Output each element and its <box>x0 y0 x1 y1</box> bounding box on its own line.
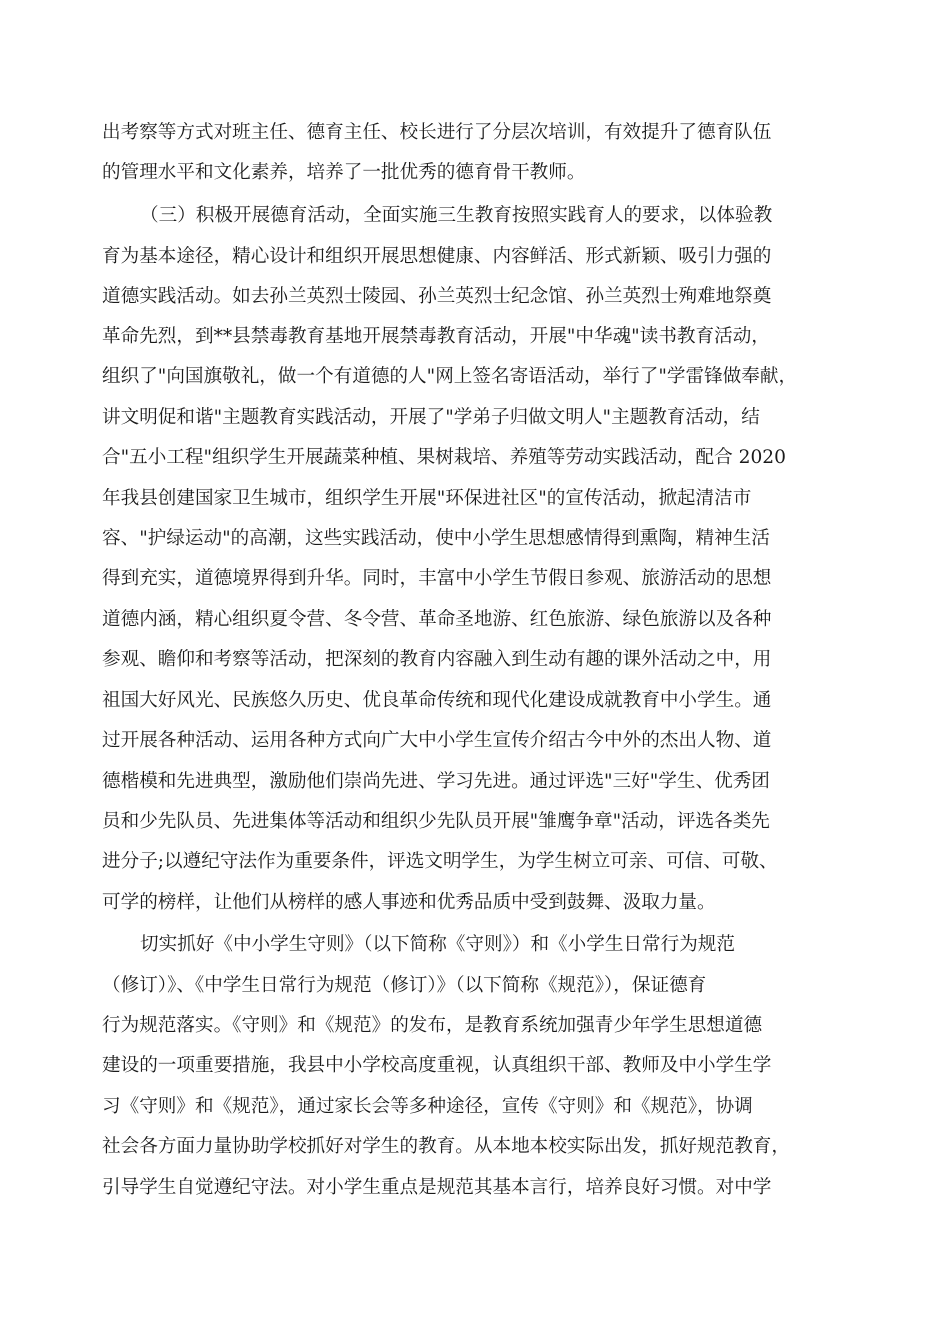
text-line: 的管理水平和文化素养，培养了一批优秀的德育骨干教师。 <box>102 162 586 183</box>
paragraph-heading-line: （三）积极开展德育活动，全面实施三生教育按照实践育人的要求，以体验教 <box>140 205 773 226</box>
text-line: 出考察等方式对班主任、德育主任、校长进行了分层次培训，有效提升了德育队伍 <box>102 122 772 143</box>
text-line: 讲文明促和谐"主题教育实践活动，开展了"学弟子归做文明人"主题教育活动，结 <box>102 407 760 428</box>
text-line: 习《守则》和《规范》，通过家长会等多种途径，宣传《守则》和《规范》，协调 <box>102 1096 753 1117</box>
text-line: 容、"护绿运动"的高潮，这些实践活动，使中小学生思想感情得到熏陶，精神生活 <box>102 528 770 549</box>
text-line: 组织了"向国旗敬礼，做一个有道德的人"网上签名寄语活动，举行了"学雷锋做奉献， <box>102 366 798 387</box>
text-line: 社会各方面力量协助学校抓好对学生的教育。从本地本校实际出发，抓好规范教育， <box>102 1136 790 1157</box>
text-line: 行为规范落实。《守则》和《规范》的发布，是教育系统加强青少年学生思想道德 <box>102 1015 763 1036</box>
text-line: 建设的一项重要措施，我县中小学校高度重视，认真组织干部、教师及中小学生学 <box>102 1055 772 1076</box>
text-line: 年我县创建国家卫生城市，组织学生开展"环保进社区"的宣传活动，掀起清洁市 <box>102 488 752 509</box>
text-line: （修订）》、《中学生日常行为规范（修订）》（以下简称《规范》），保证德育 <box>102 975 707 996</box>
paragraph-start-line: 切实抓好《中小学生守则》（以下简称《守则》）和《小学生日常行为规范 <box>140 934 735 955</box>
text-line: 参观、瞻仰和考察等活动，把深刻的教育内容融入到生动有趣的课外活动之中，用 <box>102 649 772 670</box>
text-line: 过开展各种活动、运用各种方式向广大中小学生宣传介绍古今中外的杰出人物、道 <box>102 730 772 751</box>
text-line: 德楷模和先进典型，激励他们崇尚先进、学习先进。通过评选"三好"学生、优秀团 <box>102 771 770 792</box>
text-line: 道德内涵，精心组织夏令营、冬令营、革命圣地游、红色旅游、绿色旅游以及各种 <box>102 609 772 630</box>
text-line: 可学的榜样，让他们从榜样的感人事迹和优秀品质中受到鼓舞、汲取力量。 <box>102 892 716 913</box>
text-line: 道德实践活动。如去孙兰英烈士陵园、孙兰英烈士纪念馆、孙兰英烈士殉难地祭奠 <box>102 286 772 307</box>
text-line: 育为基本途径，精心设计和组织开展思想健康、内容鲜活、形式新颖、吸引力强的 <box>102 246 772 267</box>
text-line: 引导学生自觉遵纪守法。对小学生重点是规范其基本言行，培养良好习惯。对中学 <box>102 1177 772 1198</box>
text-line: 祖国大好风光、民族悠久历史、优良革命传统和现代化建设成就教育中小学生。通 <box>102 690 772 711</box>
text-line: 员和少先队员、先进集体等活动和组织少先队员开展"雏鹰争章"活动，评选各类先 <box>102 811 770 832</box>
text-line: 进分子;以遵纪守法作为重要条件，评选文明学生，为学生树立可亲、可信、可敬、 <box>102 851 778 872</box>
text-line: 革命先烈，到**县禁毒教育基地开展禁毒教育活动，开展"中华魂"读书教育活动， <box>102 326 770 347</box>
text-line: 得到充实，道德境界得到升华。同时，丰富中小学生节假日参观、旅游活动的思想 <box>102 568 772 589</box>
text-line: 合"五小工程"组织学生开展蔬菜种植、果树栽培、养殖等劳动实践活动，配合 2020 <box>102 447 786 468</box>
